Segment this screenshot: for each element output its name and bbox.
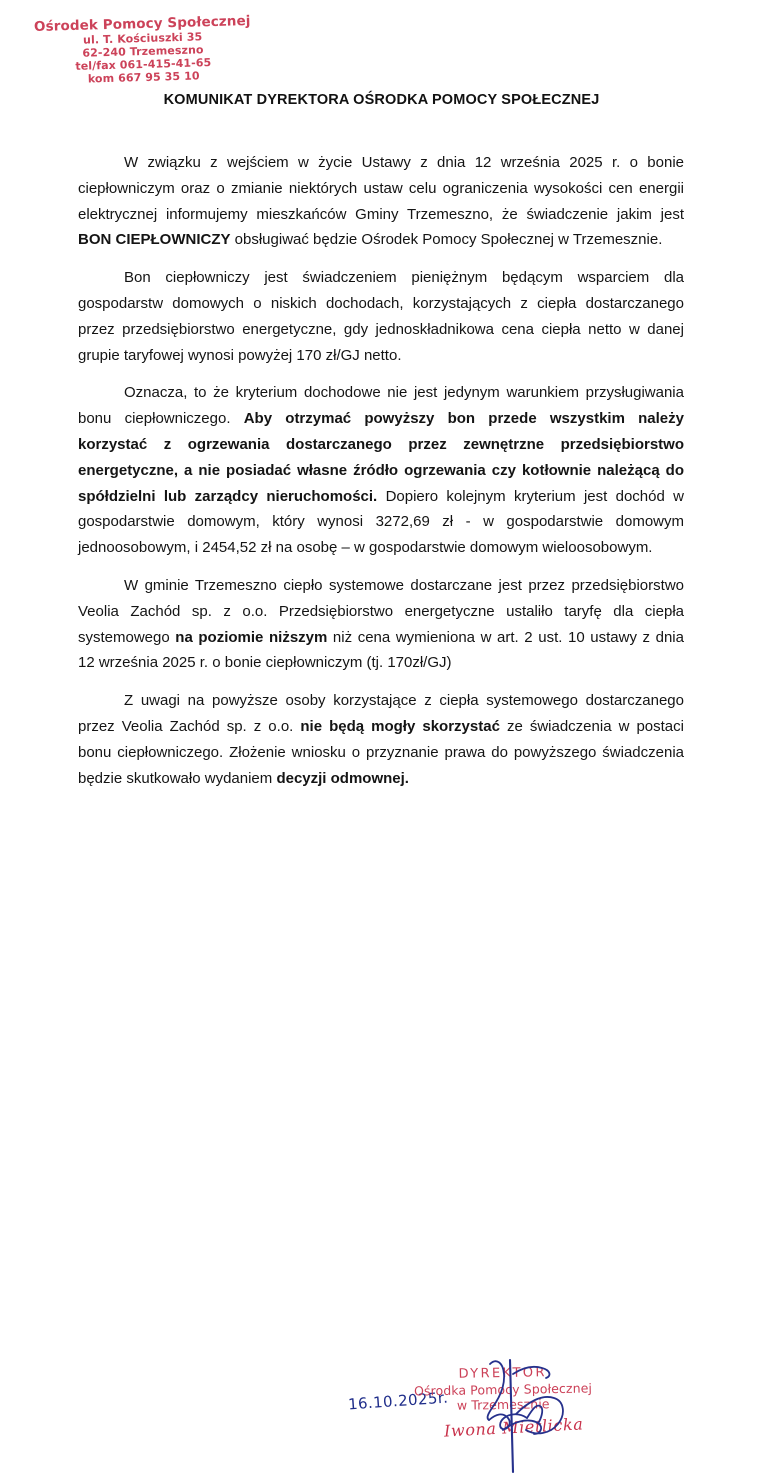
handwritten-date: 16.10.2025r. xyxy=(347,1388,449,1414)
text-run: Z uwagi na powyższe osoby korzystające z ciepła systemowego dostarczanego przez Veolia Zachód sp. z o.o. xyxy=(78,692,684,735)
header-office-stamp xyxy=(27,14,259,88)
director-stamp-city: w Trzemesznie xyxy=(456,1396,550,1413)
text-run: niż cena wymieniona w art. 2 ust. 10 ustawy z dnia 12 września 2025 r. o bonie ciepłowniczym (tj. 170zł/GJ) xyxy=(78,628,684,672)
header-stamp-organization: Ośrodek Pomocy Społecznej xyxy=(33,12,251,36)
text-run: Dopiero kolejnym kryterium jest dochód w gospodarstwie domowym, który wynosi 3272,69 zł - w gospodarstwie domowym jednoosobowym, i 2454,52 zł na osobę – w gospodarstwie domowym wieloosobowym. xyxy=(78,487,685,557)
text-run: W związku z wejściem w życie Ustawy z dnia 12 września 2025 r. o bonie ciepłowniczym oraz o zmianie niektórych ustaw celu ograniczenia wysokości cen energii elektrycznej informujemy mieszkańców Gminy Trzemeszno, że świadczenie jakim jest xyxy=(78,154,684,223)
paragraph-1 xyxy=(78,150,684,253)
text-run: W gminie Trzemeszno ciepło systemowe dostarczane jest przez przedsiębiorstwo Veolia Zachód sp. z o.o. Przedsiębiorstwo energetyczne ustaliło taryfę dla ciepła systemowego xyxy=(78,576,684,646)
director-stamp xyxy=(408,1364,599,1414)
header-stamp-postal-city: 62-240 Trzemeszno xyxy=(82,43,204,60)
header-stamp-mobile: kom 667 95 35 10 xyxy=(87,69,200,86)
text-run: Bon ciepłowniczy jest świadczeniem pieniężnym będącym wsparciem dla gospodarstw domowych o niskich dochodach, korzystających z ciepła dostarczanego przez przedsiębiorstwo energetyczne, gdy jednoskładnikowa cena ciepła netto w danej grupie taryfowej wynosi powyżej 170 zł/GJ netto. xyxy=(78,269,684,364)
text-run-bold: decyzji odmownej. xyxy=(276,769,409,787)
header-stamp-street: ul. T. Kościuszki 35 xyxy=(82,30,203,47)
text-run-bold: Aby otrzymać powyższy bon przede wszystkim należy korzystać z ogrzewania dostarczanego przez zewnętrzne przedsiębiorstwo energetyczne, a nie posiadać własne źródło ogrzewania czy kotłownie należącą do spółdzielni lub zarządcy nieruchomości. xyxy=(78,410,684,505)
text-run: ze świadczenia w postaci bonu ciepłowniczego. Złożenie wniosku o przyznanie prawa do powyższego świadczenia będzie skutkowało wydaniem xyxy=(78,717,684,787)
text-run-bold: BON CIEPŁOWNICZY xyxy=(78,231,231,249)
page-title: KOMUNIKAT DYREKTORA OŚRODKA POMOCY SPOŁECZNEJ xyxy=(163,92,600,108)
paragraph-3 xyxy=(78,380,684,561)
paragraph-2 xyxy=(78,265,684,368)
text-run: obsługiwać będzie Ośrodek Pomocy Społecznej w Trzemesznie. xyxy=(230,231,663,249)
header-stamp-telfax: tel/fax 061-415-41-65 xyxy=(75,55,212,73)
text-run-bold: nie będą mogły skorzystać xyxy=(300,717,500,735)
director-stamp-organization: Ośrodka Pomocy Społecznej xyxy=(413,1380,593,1399)
text-run-bold: na poziomie niższym xyxy=(175,628,328,646)
signature-block xyxy=(0,676,763,1441)
director-stamp-role: DYREKTOR xyxy=(458,1365,548,1382)
paragraph-4 xyxy=(78,573,684,676)
text-run: Oznacza, to że kryterium dochodowe nie jest jedynym warunkiem przysługiwania bonu ciepłowniczego. xyxy=(78,384,684,428)
signer-name: Iwona Mietlicka xyxy=(443,1414,584,1441)
